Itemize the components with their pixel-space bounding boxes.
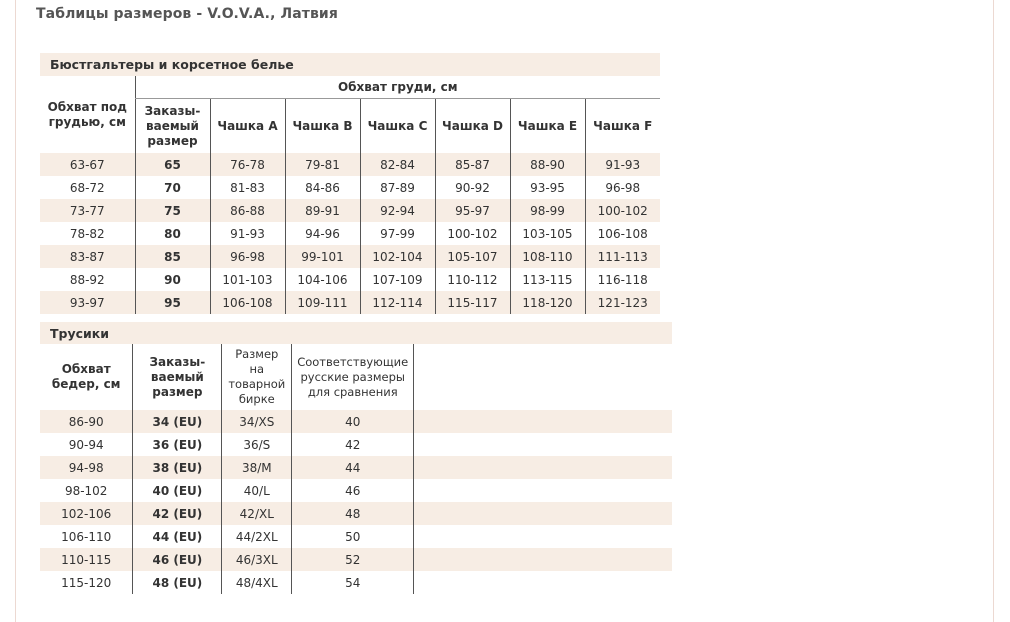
order-size-cell: 38 (EU)	[133, 456, 222, 479]
underbust-cell: 63-67	[40, 153, 135, 176]
blank-cell	[414, 525, 672, 548]
cup-header: Чашка C	[360, 99, 435, 154]
blank-cell	[414, 344, 672, 410]
cup-header: Чашка B	[285, 99, 360, 154]
hip-header: Обхват бедер, см	[51, 362, 121, 391]
cup-bust-cell: 113-115	[510, 268, 585, 291]
panties-section-title: Трусики	[40, 322, 672, 344]
cup-bust-cell: 96-98	[210, 245, 285, 268]
underbust-cell: 73-77	[40, 199, 135, 222]
table-row	[40, 571, 672, 594]
cup-bust-cell: 93-95	[510, 176, 585, 199]
cup-bust-cell: 118-120	[510, 291, 585, 314]
order-size-cell: 36 (EU)	[133, 433, 222, 456]
order-size-header: Заказы-ваемый размер	[133, 344, 222, 410]
table-row	[40, 245, 660, 268]
table-row	[40, 433, 672, 456]
cup-header: Чашка E	[510, 99, 585, 154]
blank-cell	[414, 502, 672, 525]
table-row	[40, 176, 660, 199]
cup-bust-cell: 109-111	[285, 291, 360, 314]
cup-bust-cell: 97-99	[360, 222, 435, 245]
cup-bust-cell: 87-89	[360, 176, 435, 199]
cup-bust-cell: 107-109	[360, 268, 435, 291]
panties-size-table	[40, 322, 672, 594]
page-border-left	[15, 0, 16, 622]
bust-group-header: Обхват груди, см	[135, 76, 660, 99]
page-border-right	[993, 0, 994, 622]
tag-size-cell: 48/4XL	[222, 571, 292, 594]
cup-bust-cell: 91-93	[210, 222, 285, 245]
table-row	[40, 410, 672, 433]
table-row	[40, 199, 660, 222]
underbust-header: Обхват под грудью, см	[47, 99, 127, 129]
cup-bust-cell: 100-102	[585, 199, 660, 222]
tag-size-cell: 34/XS	[222, 410, 292, 433]
cup-bust-cell: 91-93	[585, 153, 660, 176]
ru-size-cell: 46	[292, 479, 414, 502]
cup-bust-cell: 100-102	[435, 222, 510, 245]
cup-bust-cell: 86-88	[210, 199, 285, 222]
cup-header: Чашка D	[435, 99, 510, 154]
order-size-cell: 70	[135, 176, 210, 199]
ru-size-cell: 42	[292, 433, 414, 456]
order-size-cell: 48 (EU)	[133, 571, 222, 594]
ru-size-cell: 52	[292, 548, 414, 571]
ru-size-cell: 48	[292, 502, 414, 525]
underbust-cell: 78-82	[69, 226, 105, 241]
cup-bust-cell: 103-105	[510, 222, 585, 245]
hip-cell: 110-115	[40, 548, 133, 571]
tag-size-cell: 38/M	[222, 456, 292, 479]
ru-size-cell: 44	[292, 456, 414, 479]
hip-cell: 94-98	[40, 456, 133, 479]
cup-bust-cell: 111-113	[585, 245, 660, 268]
hip-cell: 106-110	[61, 529, 112, 544]
blank-cell	[414, 571, 672, 594]
cup-bust-cell: 94-96	[285, 222, 360, 245]
cup-bust-cell: 76-78	[210, 153, 285, 176]
cup-bust-cell: 104-106	[285, 268, 360, 291]
order-size-cell: 65	[135, 153, 210, 176]
cup-bust-cell: 110-112	[435, 268, 510, 291]
cup-bust-cell: 115-117	[435, 291, 510, 314]
ru-size-cell: 54	[292, 571, 414, 594]
order-size-cell: 85	[135, 245, 210, 268]
page-title: Таблицы размеров - V.O.V.A., Латвия	[36, 6, 338, 22]
table-row	[40, 222, 660, 245]
cup-bust-cell: 89-91	[285, 199, 360, 222]
underbust-cell: 83-87	[40, 245, 135, 268]
tag-size-header: Размер на товарной бирке	[222, 344, 292, 410]
cup-bust-cell: 121-123	[585, 291, 660, 314]
cup-bust-cell: 79-81	[285, 153, 360, 176]
cup-bust-cell: 92-94	[360, 199, 435, 222]
order-size-cell: 90	[135, 268, 210, 291]
blank-cell	[414, 410, 672, 433]
cup-bust-cell: 81-83	[210, 176, 285, 199]
order-size-cell: 46 (EU)	[133, 548, 222, 571]
tag-size-cell: 44/2XL	[222, 525, 292, 548]
cup-bust-cell: 84-86	[285, 176, 360, 199]
blank-cell	[414, 479, 672, 502]
cup-header: Чашка F	[585, 99, 660, 154]
cup-bust-cell: 112-114	[360, 291, 435, 314]
order-size-cell: 80	[135, 222, 210, 245]
tag-size-cell: 42/XL	[222, 502, 292, 525]
tag-size-cell: 40/L	[222, 479, 292, 502]
hip-cell: 98-102	[64, 483, 108, 498]
order-size-cell: 44 (EU)	[133, 525, 222, 548]
cup-bust-cell: 99-101	[285, 245, 360, 268]
cup-bust-cell: 96-98	[585, 176, 660, 199]
cup-bust-cell: 108-110	[510, 245, 585, 268]
hip-cell: 102-106	[40, 502, 133, 525]
order-size-header: Заказы-ваемый размер	[135, 99, 210, 154]
bra-size-table	[40, 53, 660, 314]
cup-bust-cell: 95-97	[435, 199, 510, 222]
order-size-cell: 40 (EU)	[133, 479, 222, 502]
ru-size-cell: 50	[292, 525, 414, 548]
table-row	[40, 153, 660, 176]
underbust-cell: 68-72	[69, 180, 105, 195]
cup-bust-cell: 102-104	[360, 245, 435, 268]
order-size-cell: 34 (EU)	[133, 410, 222, 433]
table-row	[40, 456, 672, 479]
hip-cell: 115-120	[61, 575, 112, 590]
blank-cell	[414, 548, 672, 571]
table-row	[40, 291, 660, 314]
cup-bust-cell: 101-103	[210, 268, 285, 291]
ru-size-header: Соответствующие русские размеры для сравнения	[292, 344, 414, 410]
cup-bust-cell: 85-87	[435, 153, 510, 176]
table-row	[40, 479, 672, 502]
bra-section-title: Бюстгальтеры и корсетное белье	[40, 53, 660, 76]
table-row	[40, 502, 672, 525]
hip-cell: 90-94	[68, 437, 104, 452]
blank-cell	[414, 433, 672, 456]
cup-header: Чашка A	[210, 99, 285, 154]
tag-size-cell: 36/S	[222, 433, 292, 456]
cup-bust-cell: 116-118	[585, 268, 660, 291]
ru-size-cell: 40	[292, 410, 414, 433]
table-row	[40, 268, 660, 291]
blank-cell	[414, 456, 672, 479]
cup-bust-cell: 90-92	[435, 176, 510, 199]
cup-bust-cell: 98-99	[510, 199, 585, 222]
underbust-cell: 93-97	[40, 291, 135, 314]
cup-bust-cell: 106-108	[585, 222, 660, 245]
tag-size-cell: 46/3XL	[222, 548, 292, 571]
table-row	[40, 548, 672, 571]
underbust-cell: 88-92	[69, 272, 105, 287]
order-size-cell: 42 (EU)	[133, 502, 222, 525]
cup-bust-cell: 105-107	[435, 245, 510, 268]
cup-bust-cell: 82-84	[360, 153, 435, 176]
table-row	[40, 525, 672, 548]
cup-bust-cell: 106-108	[210, 291, 285, 314]
hip-cell: 86-90	[40, 410, 133, 433]
order-size-cell: 95	[135, 291, 210, 314]
order-size-cell: 75	[135, 199, 210, 222]
cup-bust-cell: 88-90	[510, 153, 585, 176]
